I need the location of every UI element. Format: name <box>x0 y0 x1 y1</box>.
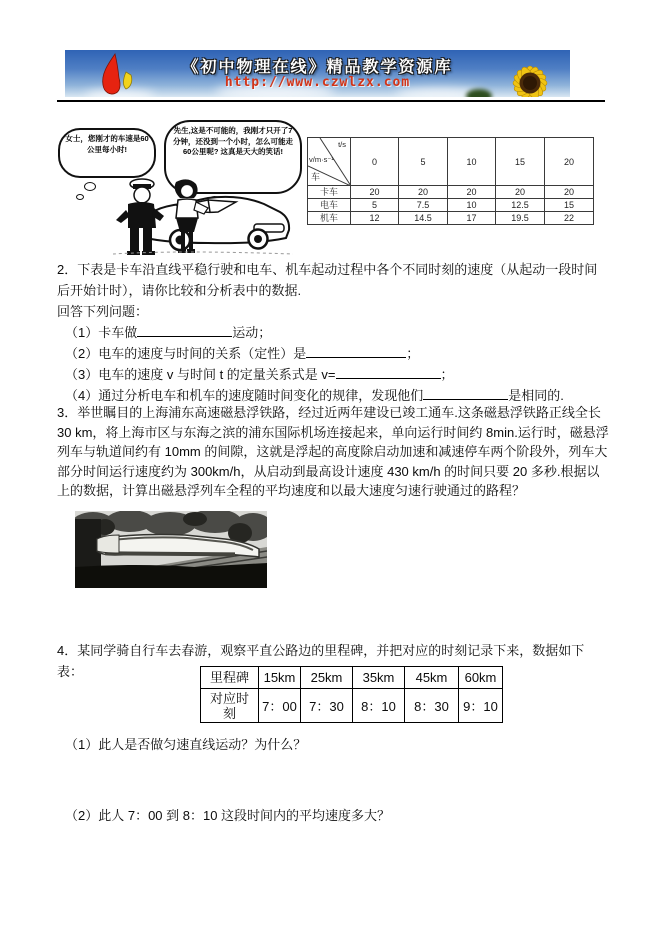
table-row <box>201 689 503 723</box>
answer-blank <box>306 344 406 358</box>
header-banner <box>65 50 570 97</box>
table-row <box>201 667 503 689</box>
speech-bubble-left: 女士，您刚才的车速是60公里每小时! <box>58 128 156 178</box>
police-officer-figure <box>116 179 164 255</box>
speed-cell: 5 <box>351 199 399 212</box>
speed-cell: 20 <box>399 186 448 199</box>
vehicle-label: 卡车 <box>308 186 351 199</box>
speed-table-corner <box>308 138 351 186</box>
time-row-label: 对应时刻 <box>201 689 259 723</box>
time-header-cell: 0 <box>351 138 399 186</box>
car-illustration <box>146 197 289 250</box>
speed-cell: 12 <box>351 212 399 225</box>
corner-label-time: t/s <box>338 140 346 149</box>
corner-label-velocity: v/m·s⁻¹ <box>309 155 334 164</box>
time-cell: 7：30 <box>301 689 353 723</box>
item-text: （1）卡车做 <box>65 325 138 340</box>
question-3-text: 3．举世瞩目的上海浦东高速磁悬浮铁路，经过近两年建设已竣工通车.这条磁悬浮铁路正线全长 30 km，将上海市区与东海之滨的浦东国际机场连接起来，单向运行时间约 8min.运行时，磁悬浮列车与轨道间约有 10mm 的间隙，这就是浮起的高度除启动加速和减速停车两个阶段外，列车大部分时间运行速度约为 300km/h，从启动到最高设计速度 430 km/h 的时间只要 20 多秒.根据以上的数据，计算出磁悬浮列车全程的平均速度和以最大速度匀速行驶通过的路程？ <box>57 405 609 499</box>
banner-url: http://www.czwlzx.com <box>224 75 411 90</box>
speed-cell: 20 <box>545 186 594 199</box>
answer-blank <box>423 386 508 400</box>
time-cell: 9：10 <box>459 689 503 723</box>
time-header-cell: 10 <box>448 138 496 186</box>
item-text: ； <box>440 367 454 382</box>
header-divider <box>57 100 605 102</box>
foliage-decoration <box>466 89 492 97</box>
speed-cell: 19.5 <box>496 212 545 225</box>
milestone-cell: 45km <box>405 667 459 689</box>
milestone-cell: 35km <box>353 667 405 689</box>
speed-cell: 22 <box>545 212 594 225</box>
time-cell: 8：10 <box>353 689 405 723</box>
train-photo <box>75 511 267 588</box>
vehicle-label: 机车 <box>308 212 351 225</box>
time-header-cell: 15 <box>496 138 545 186</box>
speed-cell: 20 <box>351 186 399 199</box>
answer-blank <box>137 323 232 337</box>
speed-cell: 20 <box>496 186 545 199</box>
speed-cell: 12.5 <box>496 199 545 212</box>
table-row <box>308 199 594 212</box>
milestone-table <box>200 666 503 723</box>
time-header-cell: 5 <box>399 138 448 186</box>
corner-label-vehicle: 车 <box>311 172 321 182</box>
time-cell: 8：30 <box>405 689 459 723</box>
cartoon-scene <box>58 176 304 256</box>
question-4-sub2: （2）此人 7：00 到 8：10 这段时间内的平均速度多大？ <box>65 808 391 823</box>
speed-cell: 17 <box>448 212 496 225</box>
speed-cell: 14.5 <box>399 212 448 225</box>
question-2-item-3 <box>57 364 607 385</box>
sunflower-icon <box>494 50 566 97</box>
cartoon-illustration <box>58 120 304 256</box>
item-text: 是相同的. <box>508 388 564 403</box>
time-header-cell: 20 <box>545 138 594 186</box>
table-row <box>308 212 594 225</box>
time-cell: 7：00 <box>259 689 301 723</box>
table-row <box>308 186 594 199</box>
speech-bubble-right: 先生,这是不可能的，我刚才只开了7分钟，还没到一个小时，怎么可能走60公里呢? 这真是天大的笑话! <box>164 120 302 194</box>
item-text: 运动； <box>232 325 272 340</box>
vehicle-label: 电车 <box>308 199 351 212</box>
item-text: （2）电车的速度与时间的关系（定性）是 <box>65 346 307 361</box>
milestone-row-label: 里程碑 <box>201 667 259 689</box>
speed-cell: 20 <box>448 186 496 199</box>
question-2-item-1 <box>57 322 607 343</box>
question-2-block <box>57 259 607 406</box>
question-4-intro: 4．某同学骑自行车去春游，观察平直公路边的里程碑，并把对应的时刻记录下来，数据如下表： <box>57 643 585 679</box>
milestone-cell: 15km <box>259 667 301 689</box>
item-text: ； <box>406 346 420 361</box>
question-2-item-2 <box>57 343 607 364</box>
banner-title: 《初中物理在线》精品教学资源库 <box>182 59 453 76</box>
item-text: （4）通过分析电车和机车的速度随时间变化的规律，发现他们 <box>65 388 424 403</box>
milestone-cell: 25km <box>301 667 353 689</box>
speed-cell: 7.5 <box>399 199 448 212</box>
question-4-sub1: （1）此人是否做匀速直线运动？为什么？ <box>65 737 307 752</box>
milestone-cell: 60km <box>459 667 503 689</box>
question-2-intro: 2．下表是卡车沿直线平稳行驶和电车、机车起动过程中各个不同时刻的速度（从起动一段时间后开始计时），请你比较和分析表中的数据. <box>57 262 598 298</box>
answer-prompt: 回答下列问题： <box>57 304 149 319</box>
answer-blank <box>336 365 441 379</box>
speed-cell: 15 <box>545 199 594 212</box>
speed-table <box>307 137 594 225</box>
speed-cell: 10 <box>448 199 496 212</box>
item-text: （3）电车的速度 v 与时间 t 的定量关系式是 v= <box>65 367 336 382</box>
